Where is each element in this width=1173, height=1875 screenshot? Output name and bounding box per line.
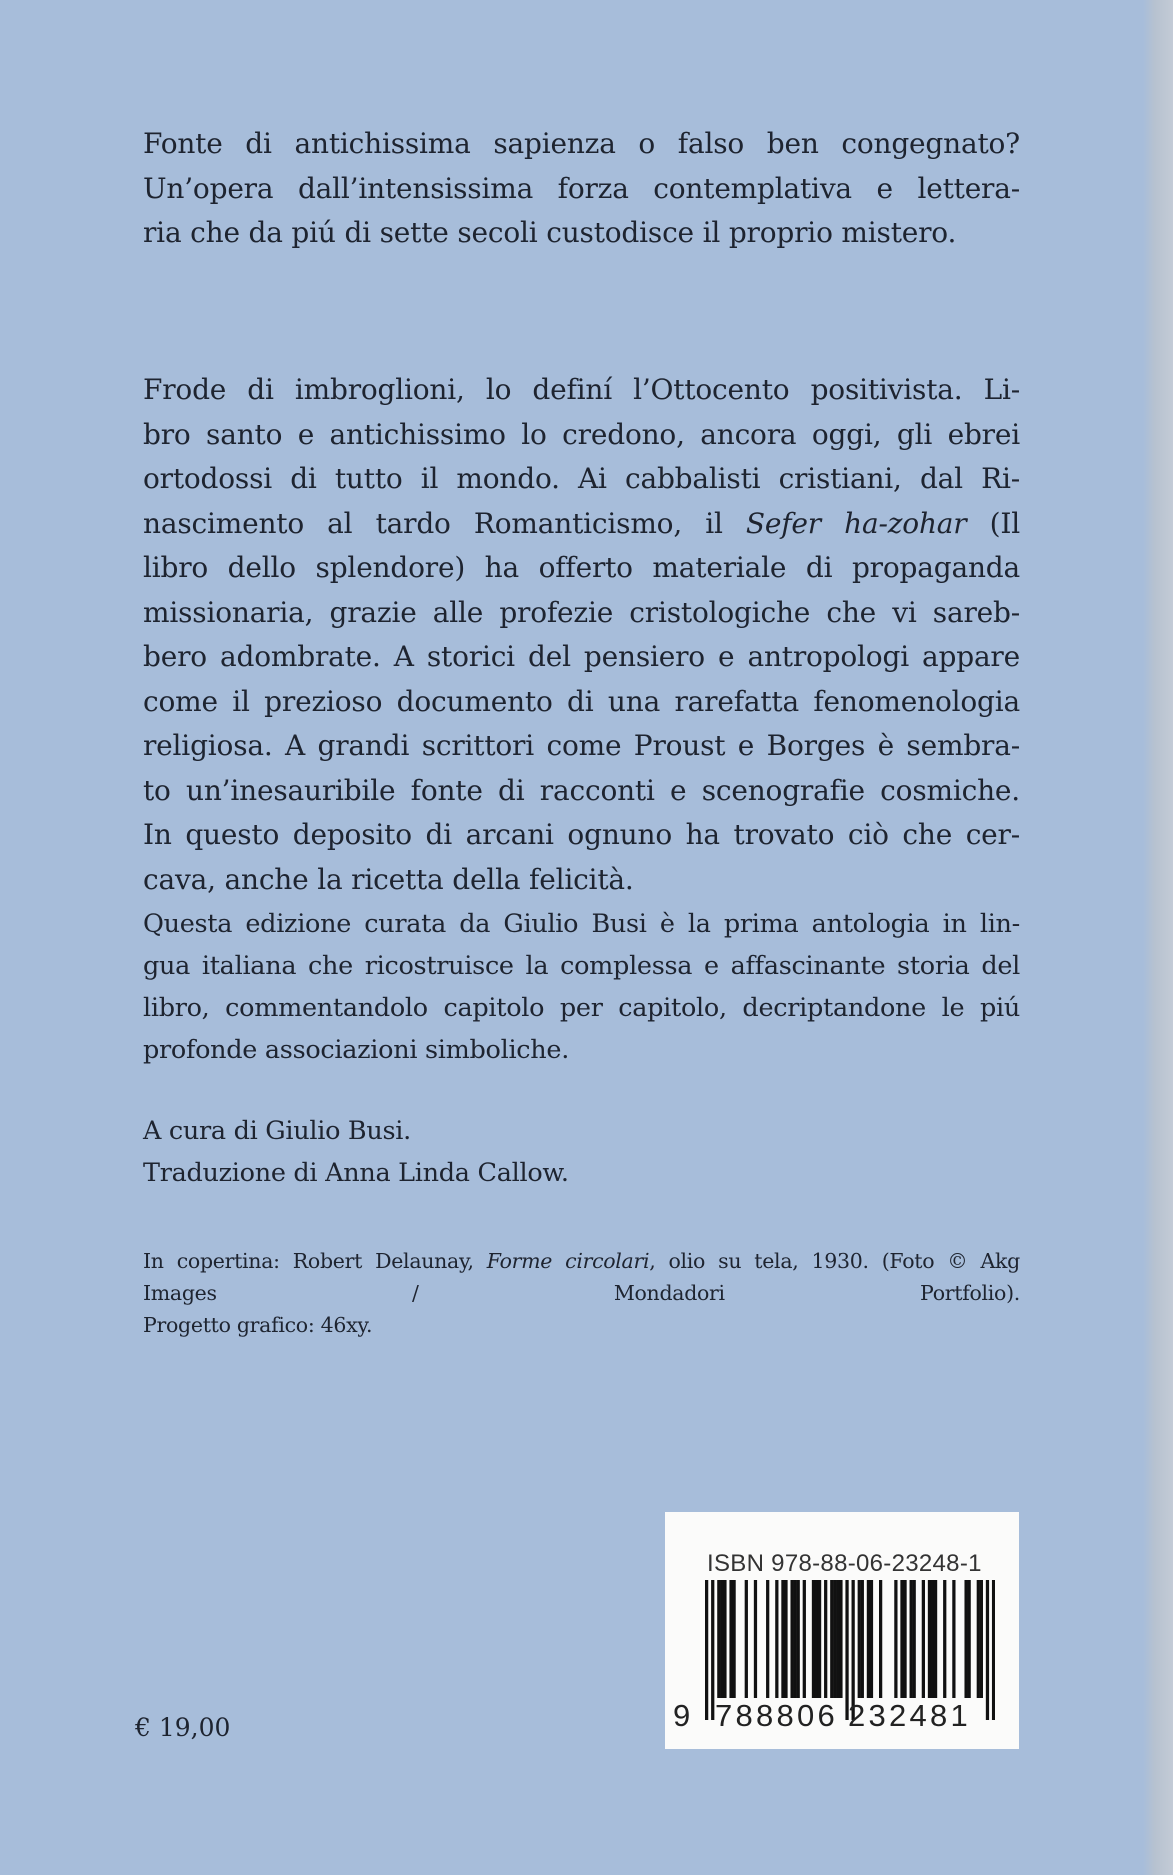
barcode-bar — [910, 1580, 913, 1698]
barcode-bar — [903, 1580, 906, 1698]
text-line: ortodossi di tutto il mondo. Ai cabbalisti cristiani, dal Ri- — [143, 462, 1020, 495]
barcode-bar — [894, 1580, 897, 1698]
barcode-digit: 7 — [715, 1698, 733, 1733]
barcode-bar — [797, 1580, 800, 1698]
text-line: profonde associazioni simboliche. — [143, 1035, 570, 1065]
barcode-bar — [729, 1580, 732, 1698]
barcode-bar — [977, 1580, 980, 1698]
barcode-bar — [784, 1580, 787, 1698]
edition-paragraph — [143, 903, 1020, 1071]
barcode-bar — [964, 1580, 967, 1698]
barcode-digit: 1 — [950, 1698, 968, 1733]
text-line: bero adombrate. A storici del pensiero e antropologi appare — [143, 640, 1020, 673]
barcode-bar — [934, 1580, 937, 1698]
price: € 19,00 — [135, 1713, 231, 1742]
barcode-bar — [861, 1580, 864, 1698]
isbn-text: ISBN 978-88-06-23248-1 — [707, 1550, 982, 1577]
barcode-bar — [879, 1580, 882, 1698]
text-line: cava, anche la ricetta della felicità. — [143, 862, 634, 896]
barcode-bar — [867, 1580, 870, 1698]
barcode-bar — [754, 1580, 757, 1698]
barcode-bar — [922, 1580, 925, 1698]
intro-paragraph — [143, 122, 1020, 256]
text-line: bro santo e antichissimo lo credono, ancora oggi, gli ebrei — [143, 417, 1020, 451]
barcode-digit: 3 — [868, 1698, 886, 1733]
barcode-digit: 2 — [848, 1698, 866, 1733]
text-line: Traduzione di Anna Linda Callow. — [143, 1158, 569, 1188]
spine-edge — [1143, 0, 1173, 1875]
barcode-bar — [723, 1580, 726, 1698]
text-line: Un’opera dall’intensissima forza contemplativa e lettera- — [143, 171, 1020, 205]
barcode-bar — [913, 1580, 916, 1698]
barcode-bar — [790, 1580, 793, 1698]
text-line: nascimento al tardo Romanticismo, il Sefer ha-zohar (Il — [143, 506, 1020, 540]
barcode-digit: 2 — [889, 1698, 907, 1733]
barcode-bar — [836, 1580, 839, 1698]
barcode-digit: 9 — [673, 1698, 691, 1733]
text-line: religiosa. A grandi scrittori come Proust e Borges è sembra- — [143, 729, 1020, 762]
barcode-digit: 6 — [817, 1698, 835, 1733]
barcode-bar — [968, 1580, 971, 1698]
text-line: to un’inesauribile fonte di racconti e scenografie cosmiche. — [143, 773, 1020, 807]
text-line: Frode di imbroglioni, lo definí l’Ottocento positivista. Li- — [143, 373, 1020, 406]
text-line: libro dello splendore) ha offerto materiale di propaganda — [143, 551, 1020, 584]
text-line: In questo deposito di arcani ognuno ha trovato ciò che cer- — [143, 818, 1020, 851]
barcode-digit: 8 — [776, 1698, 794, 1733]
text-line: libro, commentandolo capitolo per capitolo, decriptandone le piú — [143, 993, 1020, 1023]
text-line: ria che da piú di sette secoli custodisce il proprio mistero. — [143, 216, 957, 249]
barcode-digit: 0 — [797, 1698, 815, 1733]
text-line: Images / Mondadori Portfolio). — [143, 1281, 1020, 1305]
barcode-bar — [931, 1580, 934, 1698]
barcode-bar — [775, 1580, 778, 1698]
barcode-digit: 8 — [735, 1698, 753, 1733]
barcode-bar — [870, 1580, 873, 1698]
barcode-bar — [803, 1580, 806, 1698]
barcode-bar — [766, 1580, 769, 1698]
barcode-bar — [815, 1580, 818, 1698]
barcode-bar — [928, 1580, 931, 1698]
barcode-bar — [839, 1580, 842, 1698]
barcode-bar — [781, 1580, 784, 1698]
text-line: Questa edizione curata da Giulio Busi è la prima antologia in lin- — [143, 909, 1020, 939]
text-line: gua italiana che ricostruisce la complessa e affascinante storia del — [143, 951, 1020, 981]
barcode-digit: 8 — [930, 1698, 948, 1733]
barcode-bar — [900, 1580, 903, 1698]
barcode-bar — [992, 1580, 995, 1720]
barcode-digit: 8 — [756, 1698, 774, 1733]
text-line: A cura di Giulio Busi. — [143, 1116, 411, 1146]
barcode-bar — [830, 1580, 833, 1698]
barcode-bar — [943, 1580, 946, 1698]
barcode-bar — [952, 1580, 955, 1698]
cover-credits — [143, 1245, 1020, 1341]
description-paragraph — [143, 368, 1020, 902]
credits-paragraph — [143, 1110, 1020, 1194]
text-line: Progetto grafico: 46xy. — [143, 1313, 373, 1337]
text-line: come il prezioso documento di una rarefatta fenomenologia — [143, 684, 1020, 718]
text-line: Fonte di antichissima sapienza o falso ben congegnato? — [143, 127, 1020, 160]
barcode-bar — [818, 1580, 821, 1698]
barcode-bar — [858, 1580, 861, 1698]
barcode-bar — [732, 1580, 735, 1698]
barcode-bar — [812, 1580, 815, 1698]
text-line: In copertina: Robert Delaunay, Forme circolari, olio su tela, 1930. (Foto © Akg — [143, 1249, 1020, 1273]
barcode-bar — [745, 1580, 748, 1698]
barcode-bar — [720, 1580, 723, 1698]
barcode-bar — [824, 1580, 827, 1698]
barcode-digit: 4 — [909, 1698, 927, 1733]
barcode-bar — [711, 1580, 714, 1720]
barcode-bar — [980, 1580, 983, 1698]
barcode-label — [665, 1512, 1019, 1749]
barcode-bar — [833, 1580, 836, 1698]
barcode-bar — [717, 1580, 720, 1698]
barcode-bar — [986, 1580, 989, 1720]
barcode-bar — [705, 1580, 708, 1720]
text-line: missionaria, grazie alle profezie cristologiche che vi sareb- — [143, 595, 1020, 629]
barcode-bar — [794, 1580, 797, 1698]
